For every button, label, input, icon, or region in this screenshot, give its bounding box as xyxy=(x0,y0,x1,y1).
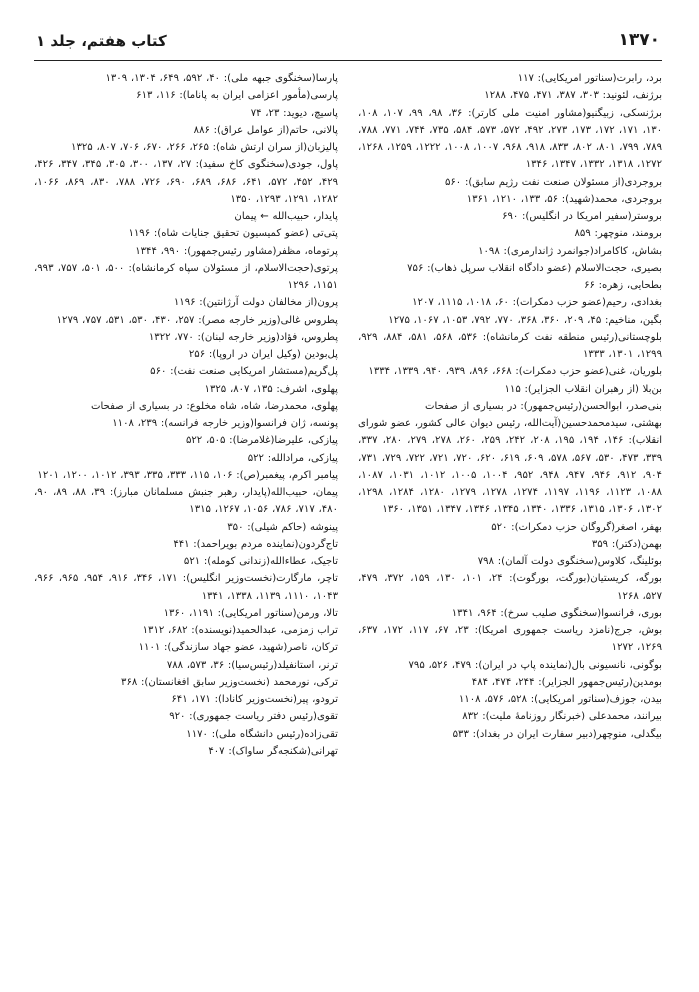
index-entry: برومند، منوچهر: ۸۵۹ xyxy=(574,228,662,240)
index-entry: برژنف، لئونید: ۳۰۳، ۳۸۷، ۴۷۱، ۴۷۵، ۱۲۸۸ xyxy=(484,90,662,102)
index-entry: پایدار، حبیب‌الله ← پیمان xyxy=(234,211,338,222)
index-entry: بیرانند، محمدعلی (خبرنگار روزنامهٔ ملیت): ۸۳۲ xyxy=(462,711,662,723)
index-entry: پتی‌تی (عضو کمیسیون تحقیق جنایات شاه): ۱۱۹۶ xyxy=(128,228,338,240)
index-entry: برد، رابرت(سناتور امریکایی): ۱۱۷ xyxy=(517,73,662,84)
page-header xyxy=(34,30,662,61)
index-entry: پیازکی، مرادالله: ۵۲۲ xyxy=(247,452,338,464)
index-entry: بورگه، کریستیان(بورگت، بورگوت): ۲۴، ۱۰۱، ۱۳۰، ۱۵۹، ۳۷۲، ۴۷۹، ۵۲۷، ۱۲۶۸ xyxy=(358,573,662,602)
index-entry: پهلوی، محمدرضا، شاه، شاه مخلوع: در بسیاری از صفحات xyxy=(90,400,338,412)
index-entry: بطحایی، زهره: ۶۶ xyxy=(584,280,662,291)
index-entry: تاج‌گردون(نماینده مردم بویراحمد): ۴۴۱ xyxy=(173,538,338,550)
index-entry: پل‌بودین (وکیل ایران در اروپا): ۲۵۶ xyxy=(188,349,338,360)
index-entry: تراب زمزمی، عبدالحمید(نویسنده): ۶۸۲، ۱۳۱۲ xyxy=(142,625,338,636)
index-entry: تهرانی(شکنجه‌گر ساواک): ۴۰۷ xyxy=(208,745,338,757)
index-entry: ترکی، نورمحمد (نخست‌وزیر سابق افغانستان): ۳۶۸ xyxy=(121,676,338,688)
index-entry: پیازکی، علیرضا(غلامرضا): ۵۰۵، ۵۲۲ xyxy=(185,435,338,447)
index-entry: بوگونی، نانسیونی بال(نماینده پاپ در ایران): ۴۷۹، ۵۲۶، ۷۹۵ xyxy=(408,659,662,671)
index-entry: پاسیچ، دیوید: ۲۳، ۷۴ xyxy=(250,107,338,119)
index-entry: ترنر، استانفیلد(رئیس‌سیا): ۳۶، ۵۷۳، ۷۸۸ xyxy=(166,659,338,671)
index-entry: تاچر، مارگارت(نخست‌وزیر انگلیس): ۱۷۱، ۳۴۶، ۹۱۶، ۹۵۴، ۹۶۵، ۹۶۶، ۱۰۴۳، ۱۱۱۰، ۱۱۳۹، ۱۳۳۸، ۱۳۴۱ xyxy=(34,573,338,602)
index-entry: بهشتی، سیدمحمدحسین(آیت‌الله، رئیس دیوان عالی کشور، عضو شورای انقلاب): ۱۴۶، ۱۹۴، ۱۹۵، ۲۰۸، ۲۴۲، ۲۵۹، ۲۶۰، ۲۷۸، ۲۷۹، ۲۸۰، ۳۳۷، ۳۳۹، ۴۷۳، ۵۳۰، ۵۶۷، ۵۷۸، ۶۰۹، ۶۱۹، ۶۲۰، ۷۲۰، ۷۲۱، ۷۲۲، ۷۲۹، ۷۳۱، ۹۰۴، ۹۱۲، ۹۴۶، ۹۴۷، ۹۴۸، ۹۵۲، ۱۰۰۴، ۱۰۰۵، ۱۰۱۲، ۱۰۳۱، ۱۰۸۷، ۱۰۸۸، ۱۱۲۳، ۱۱۹۶، ۱۱۹۷، ۱۲۷۴، ۱۲۷۸، ۱۲۷۹، ۱۲۸۰، ۱۲۸۴، ۱۲۹۸، ۱۳۰۲، ۱۳۰۶، ۱۳۱۵، ۱۳۳۶، ۱۳۴۰، ۱۳۴۵، ۱۳۴۶، ۱۳۴۷، ۱۳۵۱، ۱۳۶۰ xyxy=(358,418,663,516)
index-page xyxy=(34,30,662,975)
index-entry: پالیزبان(از سران ارتش شاه): ۲۶۵، ۲۶۶، ۶۷۰، ۷۰۶، ۸۰۷، ۱۳۲۵ xyxy=(71,142,338,153)
index-entry: بوری، فرانسوا(سخنگوی صلیب سرخ): ۹۶۴، ۱۳۴۱ xyxy=(451,607,662,619)
index-entry: بن‌بلا (از رهبران انقلاب الجزایر): ۱۱۵ xyxy=(504,383,662,395)
index-entry: پطروس غالی(وزیر خارجه مصر): ۲۵۷، ۴۳۰، ۵۳۰، ۵۳۱، ۷۵۷، ۱۲۷۹ xyxy=(56,314,338,326)
index-entry: برژنسکی، زبیگنیو(مشاور امنیت ملی کارتر): ۳۶، ۹۸، ۹۹، ۱۰۷، ۱۰۸، ۱۳۰، ۱۷۱، ۱۷۲، ۱۷۳، ۲۷۳، ۴۹۲، ۵۷۲، ۵۷۳، ۵۸۴، ۷۳۵، ۷۴۴، ۷۷۱، ۷۸۸، ۷۸۹، ۷۹۹، ۸۰۱، ۸۰۲، ۸۳۳، ۹۱۸، ۹۶۸، ۱۰۰۷، ۱۰۰۸، ۱۲۲۲، ۱۲۵۹، ۱۲۶۸، ۱۲۷۲، ۱۳۱۸، ۱۳۳۲، ۱۳۴۷، ۱۳۴۶ xyxy=(358,107,663,171)
index-entry: بوئلینگ، کلاوس(سخنگوی دولت آلمان): ۷۹۸ xyxy=(477,556,662,567)
index-entry: تقوی(رئیس دفتر ریاست جمهوری): ۹۲۰ xyxy=(169,711,338,723)
index-columns xyxy=(34,70,662,975)
index-entry: پرتوماه، مظفر(مشاور رئیس‌جمهور): ۹۹۰، ۱۳۴۴ xyxy=(135,245,338,257)
index-entry: پیامبر اکرم، پیغمبر(ص): ۱۰۶، ۱۱۵، ۳۳۳، ۳۳۵، ۳۹۳، ۱۰۱۲، ۱۲۰۰، ۱۲۰۱ xyxy=(37,469,338,481)
page-number: ۱۳۷۰ xyxy=(618,30,660,50)
index-entry: بروجردی(از مسئولان صنعت نفت رژیم سابق): ۵۶۰ xyxy=(444,176,662,188)
index-entry: بروستر(سفیر امریکا در انگلیس): ۶۹۰ xyxy=(502,211,662,222)
index-column-right xyxy=(358,70,662,975)
index-entry: پارسا(سخنگوی جبهه ملی): ۴۰، ۵۹۲، ۶۴۹، ۱۳۰۴، ۱۳۰۹ xyxy=(105,73,338,84)
index-entry: پل‌گریم(مستشار امریکایی صنعت نفت): ۵۶۰ xyxy=(150,366,338,378)
index-entry: بوش، جرج(نامزد ریاست جمهوری امریکا): ۲۳، ۶۷، ۱۱۷، ۱۷۲، ۶۳۷، ۱۲۶۹، ۱۲۷۲ xyxy=(358,625,663,654)
index-entry: بروجردی، محمد(شهید): ۵۶، ۱۳۳، ۱۲۱۰، ۱۳۶۱ xyxy=(466,193,662,205)
index-entry: بلوچستانی(رئیس منطقه نفت کرمانشاه): ۵۳۶، ۵۶۸، ۵۸۱، ۸۸۴، ۹۲۹، ۱۲۹۹، ۱۳۰۱، ۱۳۳۳ xyxy=(358,331,662,360)
index-entry: بهفر، اصغر(گروگان حزب دمکرات): ۵۲۰ xyxy=(491,521,662,533)
index-entry: تالا، ورمن(سناتور امریکایی): ۱۱۹۱، ۱۳۶۰ xyxy=(163,607,338,619)
index-entry: بهمن(دکتر): ۳۵۹ xyxy=(591,538,662,550)
index-entry: ترودو، پیر(نخست‌وزیر کانادا): ۱۷۱، ۶۴۱ xyxy=(171,694,338,705)
index-entry: ترکان، ناصر(شهید، عضو جهاد سازندگی): ۱۱۰۱ xyxy=(138,642,338,654)
index-entry: پینوشه (حاکم شیلی): ۳۵۰ xyxy=(227,521,338,533)
index-entry: پیمان، حبیب‌الله(پایدار، رهبر جنبش مسلمانان مبارز): ۳۹، ۸۸، ۸۹، ۹۰، ۴۸۰، ۷۱۷، ۷۸۶، ۱۰۵۶، ۱۲۶۷، ۱۳۱۵ xyxy=(34,487,338,516)
index-entry: پطروس، فؤاد(وزیر خارجه لبنان): ۷۷۰، ۱۳۲۲ xyxy=(148,331,338,343)
index-column-left xyxy=(34,70,338,975)
index-entry: پاول، جودی(سخنگوی کاخ سفید): ۲۷، ۱۳۷، ۳۰۰، ۳۰۵، ۳۴۵، ۳۴۷، ۴۲۶، ۴۲۹، ۴۵۲، ۵۷۲، ۶۴۱، ۶۸۶، ۶۸۹، ۶۹۰، ۷۲۶، ۷۸۸، ۸۳۰، ۸۶۹، ۱۰۶۶، ۱۲۸۲، ۱۲۹۱، ۱۲۹۳، ۱۳۵۰ xyxy=(34,159,339,205)
index-entry: بنی‌صدر، ابوالحسن(رئیس‌جمهور): در بسیاری از صفحات xyxy=(425,400,662,412)
index-entry: پالانی، حاتم(از عوامل عراق): ۸۸۶ xyxy=(193,124,338,136)
index-entry: پونسه، ژان فرانسوا(وزیر خارجه فرانسه): ۲۳۹، ۱۱۰۸ xyxy=(112,418,338,429)
index-entry: بگین، مناخیم: ۴۵، ۲۰۹، ۳۶۰، ۳۶۸، ۷۷۰، ۷۹۲، ۱۰۵۳، ۱۰۶۷، ۱۲۷۵ xyxy=(388,314,662,326)
index-entry: بومدین(رئیس‌جمهور الجزایر): ۲۴۴، ۴۷۴، ۴۸۴ xyxy=(471,676,662,688)
index-entry: بیدن، جوزف(سناتور امریکایی): ۵۲۸، ۵۷۶، ۱۱۰۸ xyxy=(458,694,662,705)
index-entry: تقی‌زاده(رئیس دانشگاه ملی): ۱۱۷۰ xyxy=(186,728,338,740)
index-entry: بصیری، حجت‌الاسلام (عضو دادگاه انقلاب سرپل ذهاب): ۷۵۶ xyxy=(407,262,662,274)
index-entry: بلوریان، غنی(عضو حزب دمکرات): ۶۶۸، ۸۹۶، ۹۳۹، ۹۴۰، ۱۳۳۹، ۱۳۳۴ xyxy=(368,366,662,378)
index-entry: تاجیک، عطاءالله(زندانی کومله): ۵۲۱ xyxy=(183,556,338,567)
index-entry: بشاش، کاکامراد(جوانمرد ژاندارمری): ۱۰۹۸ xyxy=(478,245,662,257)
index-entry: بیگدلی، منوچهر(دبیر سفارت ایران در بغداد): ۵۳۳ xyxy=(452,728,662,740)
index-entry: پرتوی(حجت‌الاسلام، از مسئولان سپاه کرمانشاه): ۵۰۰، ۵۰۱، ۷۵۷، ۹۹۳، ۱۱۵۱، ۱۲۹۶ xyxy=(34,262,338,291)
index-entry: پارسی(مأمور اعزامی ایران به پاناما): ۱۱۶، ۶۱۳ xyxy=(136,90,338,102)
index-entry: پهلوی، اشرف: ۱۳۵، ۸۰۷، ۱۳۲۵ xyxy=(204,383,338,395)
index-entry: بغدادی، رحیم(عضو حزب دمکرات): ۶۰، ۱۰۱۸، ۱۱۱۵، ۱۲۰۷ xyxy=(412,297,662,309)
book-title: کتاب هفتم، جلد ۱ xyxy=(36,32,167,50)
index-entry: پرون(از مخالفان دولت آرژانتین): ۱۱۹۶ xyxy=(173,297,338,309)
